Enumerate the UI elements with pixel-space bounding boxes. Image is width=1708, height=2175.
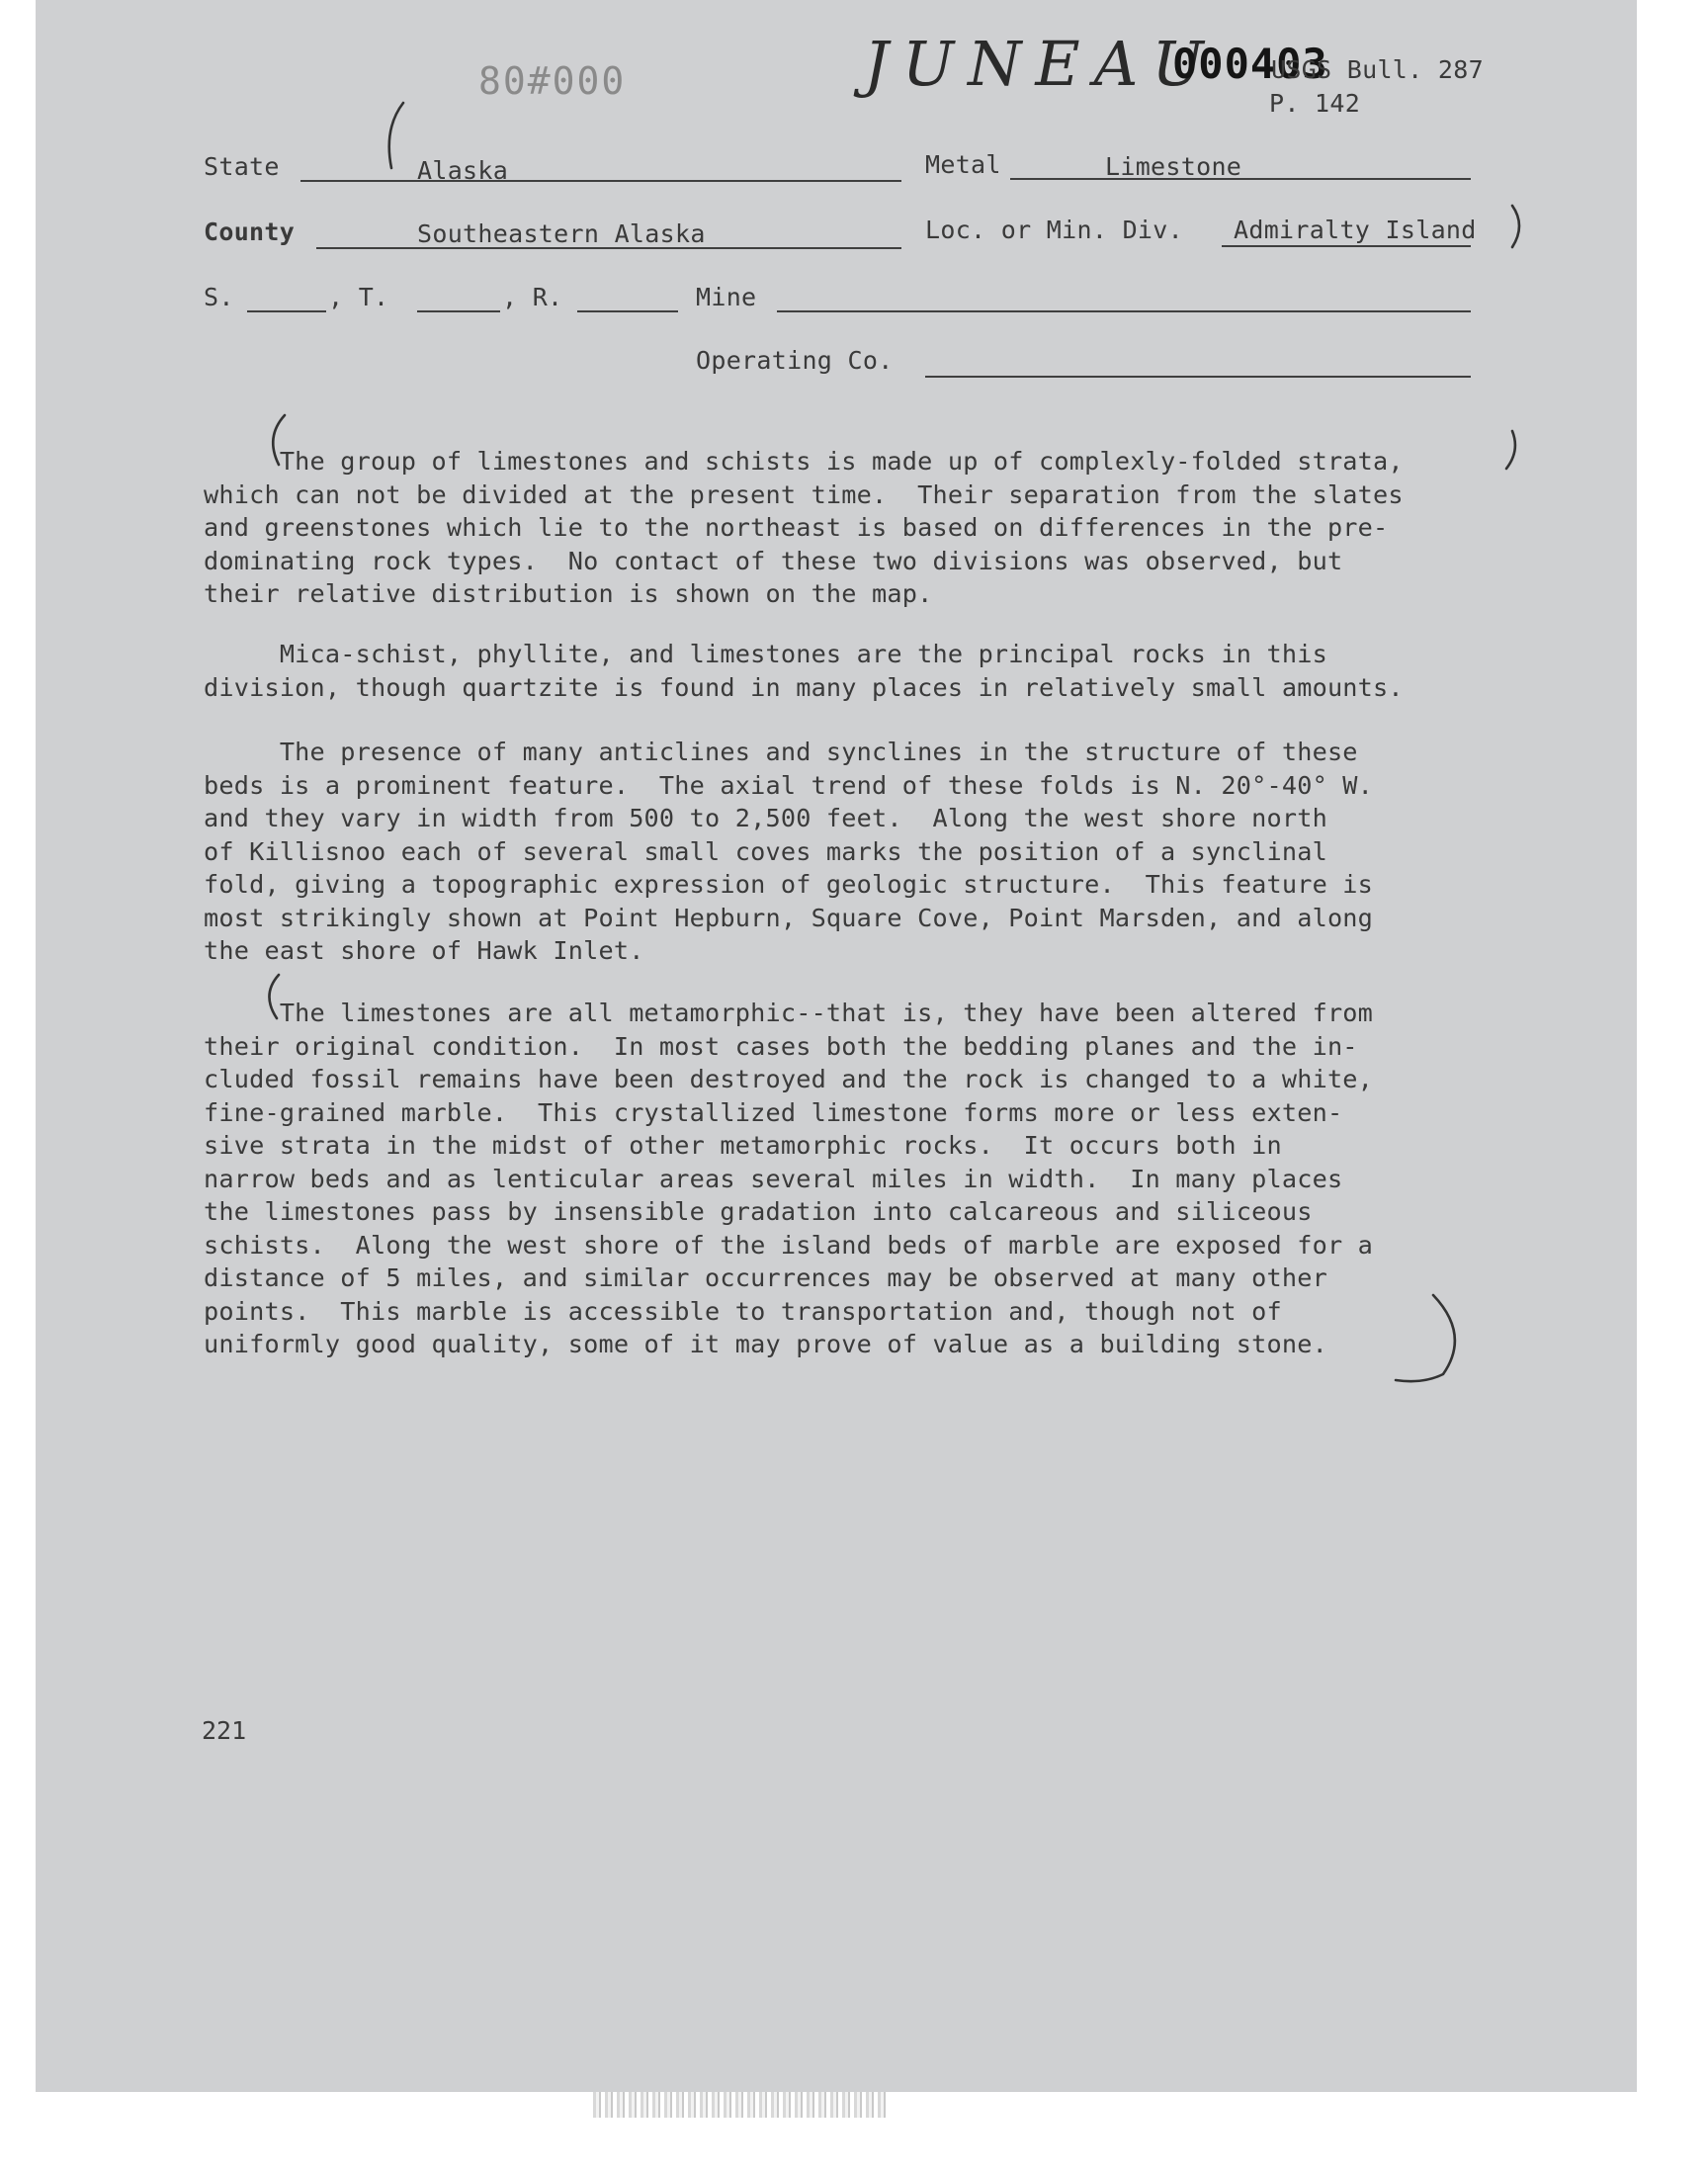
document-page	[36, 0, 1637, 2092]
section-label: S.	[204, 283, 234, 311]
state-label: State	[204, 152, 280, 181]
page-number: 221	[202, 1716, 247, 1745]
county-label: County	[204, 218, 296, 246]
county-value: Southeastern Alaska	[417, 219, 706, 248]
scan-edge-strip	[593, 2092, 890, 2118]
pencil-marks	[36, 0, 1637, 2092]
loc-value: Admiralty Island	[1234, 216, 1477, 244]
township-label: , T.	[328, 283, 389, 311]
range-label: , R.	[502, 283, 563, 311]
loc-label: Loc. or Min. Div.	[925, 216, 1183, 244]
paragraph-1: The group of limestones and schists is made up of complexly-folded strata, which can not be divided at the present time. Their separation from the slates and greenstones which lie to the northeast is based on differences in the pre- dominating rock types. No contact of these two divisions was observed, but their relative distribution is shown on the map.	[204, 447, 1404, 608]
stamp-number: 000403	[1172, 40, 1328, 88]
bracket-para4-open	[269, 975, 279, 1018]
reference-line-2: P. 142	[1269, 89, 1361, 118]
stamp-left: 80#000	[478, 59, 627, 103]
bracket-para4-close	[1396, 1295, 1455, 1381]
bracket-loc-close	[1512, 206, 1519, 247]
paragraph-4: The limestones are all metamorphic--that is, they have been altered from their original condition. In most cases both the bedding planes and the in- cluded fossil remains have been destroyed and the rock is changed to a white, fine-grained marble. This crystallized limestone forms more or less exten- sive strata in the midst of other metamorphic rocks. It occurs both in narrow beds and as lenticular areas several miles in width. In many places the limestones pass by insensible gradation into calcareous and siliceous schists. Along the west shore of the island beds of marble are exposed for a distance of 5 miles, and similar occurrences may be observed at many other points. This marble is accessible to transportation and, though not of uniformly good quality, some of it may prove of value as a building stone.	[204, 999, 1374, 1358]
reference-line-1: USGS Bull. 287	[1271, 55, 1484, 84]
state-value: Alaska	[417, 156, 509, 185]
bracket-state-mark	[389, 103, 403, 168]
metal-value: Limestone	[1105, 152, 1242, 181]
operating-label: Operating Co.	[696, 346, 894, 375]
metal-label: Metal	[925, 150, 1001, 179]
handwritten-title: JUNEAU	[864, 28, 1218, 100]
paragraph-2: Mica-schist, phyllite, and limestones are the principal rocks in this division, though quartzite is found in many places in relatively small amounts.	[204, 640, 1404, 702]
bracket-para1-open	[273, 415, 285, 465]
mine-label: Mine	[696, 283, 757, 311]
bracket-para1-close	[1506, 431, 1515, 469]
paragraph-3: The presence of many anticlines and synclines in the structure of these beds is a prominent feature. The axial trend of these folds is N. 20°-40° W. and they vary in width from 500 to 2,500 feet. Along the west shore north of Killisnoo each of several small coves marks the position of a synclinal fold, giving a topographic expression of geologic structure. This feature is most strikingly shown at Point Hepburn, Square Cove, Point Marsden, and along the east shore of Hawk Inlet.	[204, 738, 1374, 965]
